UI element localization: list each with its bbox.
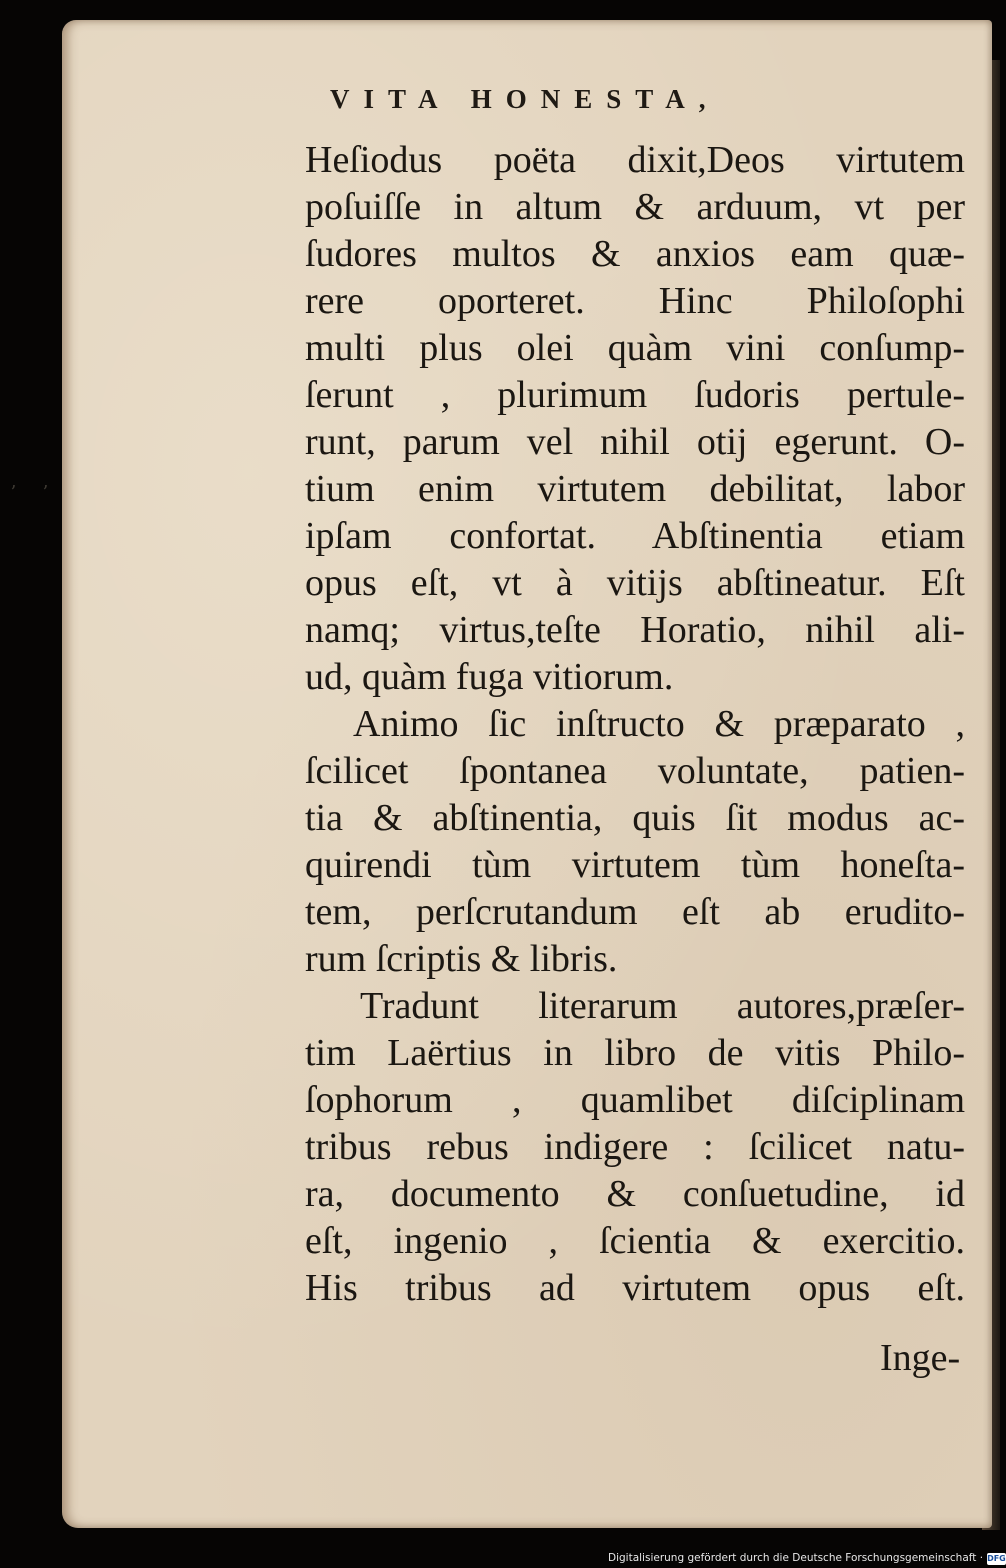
- text-line: quirendi tùm virtutem tùm honeſta-: [305, 844, 965, 886]
- binding-mark: ʼ: [10, 482, 16, 503]
- text-line: Heſiodus poëta dixit,Deos virtutem: [305, 139, 965, 181]
- binding-mark: ʼ: [42, 482, 48, 503]
- text-line: opus eſt, vt à vitijs abſtineatur. Eſt: [305, 562, 965, 604]
- text-line: Tradunt literarum autores,præſer-: [360, 985, 965, 1027]
- text-line: ſcilicet ſpontanea voluntate, patien-: [305, 750, 965, 792]
- text-line: ra, documento & conſuetudine, id: [305, 1173, 965, 1215]
- text-line: multi plus olei quàm vini conſump-: [305, 327, 965, 369]
- text-line: runt, parum vel nihil otij egerunt. O-: [305, 421, 965, 463]
- body-text: [305, 137, 965, 1312]
- credit-text: Digitalisierung gefördert durch die Deutsche Forschungsgemeinschaft ·: [608, 1552, 984, 1564]
- catchword: Inge-: [880, 1337, 961, 1379]
- running-head: VITA HONESTA,: [330, 84, 720, 114]
- text-line: poſuiſſe in altum & arduum, vt per: [305, 186, 965, 228]
- text-line: rere oporteret. Hinc Philoſophi: [305, 280, 965, 322]
- text-line: tribus rebus indigere : ſcilicet natu-: [305, 1126, 965, 1168]
- text-line: rum ſcriptis & libris.: [305, 938, 618, 980]
- text-line: tia & abſtinentia, quis ſit modus ac-: [305, 797, 965, 839]
- text-line: ſudores multos & anxios eam quæ-: [305, 233, 965, 275]
- text-line: tim Laërtius in libro de vitis Philo-: [305, 1032, 965, 1074]
- text-line: Animo ſic inſtructo & præparato ,: [353, 703, 965, 745]
- text-line: ipſam confortat. Abſtinentia etiam: [305, 515, 965, 557]
- digitization-credit: [608, 1549, 1006, 1568]
- dfg-logo: DFG: [987, 1553, 1006, 1563]
- text-line: eſt, ingenio , ſcientia & exercitio.: [305, 1220, 965, 1262]
- text-line: ſerunt , plurimum ſudoris pertule-: [305, 374, 965, 416]
- text-line: tem, perſcrutandum eſt ab erudito-: [305, 891, 965, 933]
- text-line: His tribus ad virtutem opus eſt.: [305, 1267, 965, 1309]
- text-line: namq; virtus,teſte Horatio, nihil ali-: [305, 609, 965, 651]
- text-line: ud, quàm fuga vitiorum.: [305, 656, 674, 698]
- text-line: ſophorum , quamlibet diſciplinam: [305, 1079, 965, 1121]
- text-line: tium enim virtutem debilitat, labor: [305, 468, 965, 510]
